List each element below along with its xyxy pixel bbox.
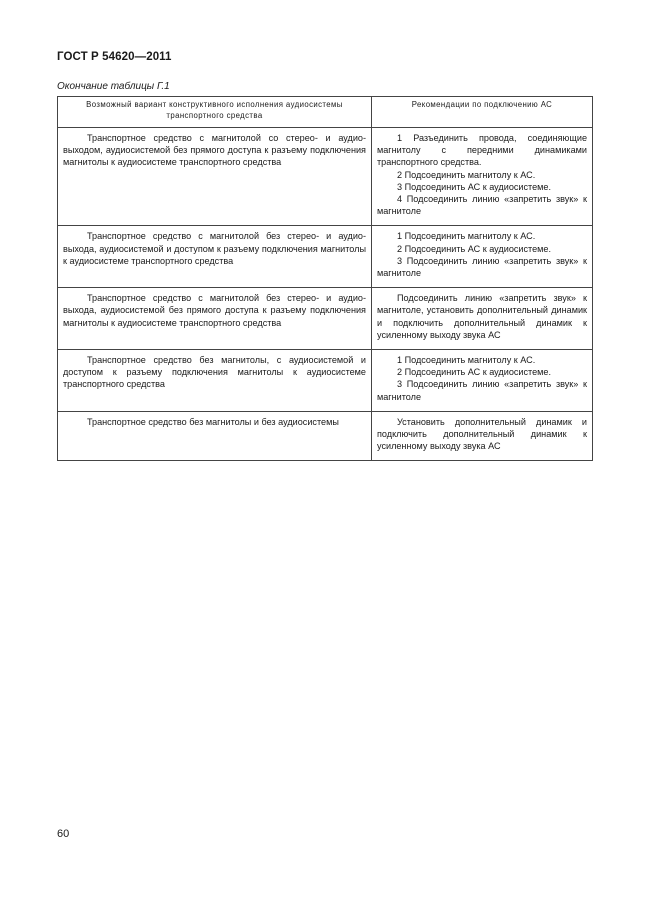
recommendation-step: 4 Подсоединить линию «запретить звук» к магнитоле	[377, 194, 587, 217]
recommendations-cell	[372, 411, 593, 461]
recommendation-step: 1 Подсоединить магнитолу к АС.	[397, 355, 536, 366]
recommendation-step: Подсоединить линию «запретить звук» к магнитоле, установить дополнительный динамик и подключить дополнительный динамик к усиленному выходу звука АС	[377, 293, 587, 340]
column-header-recommendations: Рекомендации по подключению АС	[372, 97, 593, 128]
table-header-row	[58, 97, 593, 128]
recommendation-step: 2 Подсоединить АС к аудиосистеме.	[397, 367, 552, 378]
variant-cell: Транспортное средство без магнитолы, с аудиосистемой и доступом к разъему подключения магнитолы к аудиосистеме транспортного средства	[58, 350, 372, 412]
table-row	[58, 350, 593, 412]
table-row	[58, 128, 593, 226]
recommendations-table	[57, 96, 593, 461]
variant-cell: Транспортное средство без магнитолы и без аудиосистемы	[58, 411, 372, 461]
column-header-variant: Возможный вариант конструктивного исполнения аудиосистемы транспортного средства	[58, 97, 372, 128]
recommendation-step: 3 Подсоединить АС к аудиосистеме.	[397, 181, 552, 192]
recommendation-step: 2 Подсоединить АС к аудиосистеме.	[397, 243, 552, 254]
table-row	[58, 411, 593, 461]
recommendation-step: 1 Подсоединить магнитолу к АС.	[397, 231, 536, 242]
document-code: ГОСТ Р 54620—2011	[57, 51, 172, 63]
recommendation-step: Установить дополнительный динамик и подключить дополнительный динамик к усиленному выходу звука АС	[377, 416, 587, 452]
page-number: 60	[57, 828, 70, 840]
recommendations-cell	[372, 288, 593, 350]
recommendation-step: 3 Подсоединить линию «запретить звук» к магнитоле	[377, 379, 587, 402]
table-row	[58, 288, 593, 350]
recommendations-cell	[372, 350, 593, 412]
recommendations-cell	[372, 128, 593, 226]
variant-cell: Транспортное средство с магнитолой без стерео- и аудио-выхода, аудиосистемой без прямого доступа к разъему подключения магнитолы к аудиосистеме транспортного средства	[58, 288, 372, 350]
table-caption: Окончание таблицы Г.1	[57, 81, 170, 92]
recommendation-step: 1 Разъединить провода, соединяющие магнитолу с передними динамиками транспортного средства.	[377, 133, 587, 168]
recommendation-step: 3 Подсоединить линию «запретить звук» к магнитоле	[377, 255, 587, 279]
recommendation-step: 2 Подсоединить магнитолу к АС.	[397, 169, 536, 180]
recommendations-cell	[372, 226, 593, 288]
variant-cell: Транспортное средство с магнитолой без стерео- и аудио-выхода, аудиосистемой и доступом к разъему подключения магнитолы к аудиосистеме транспортного средства	[58, 226, 372, 288]
variant-cell: Транспортное средство с магнитолой со стерео- и аудио-выходом, аудиосистемой без прямого доступа к разъему подключения магнитолы к аудиосистеме транспортного средства	[58, 128, 372, 226]
table-row	[58, 226, 593, 288]
